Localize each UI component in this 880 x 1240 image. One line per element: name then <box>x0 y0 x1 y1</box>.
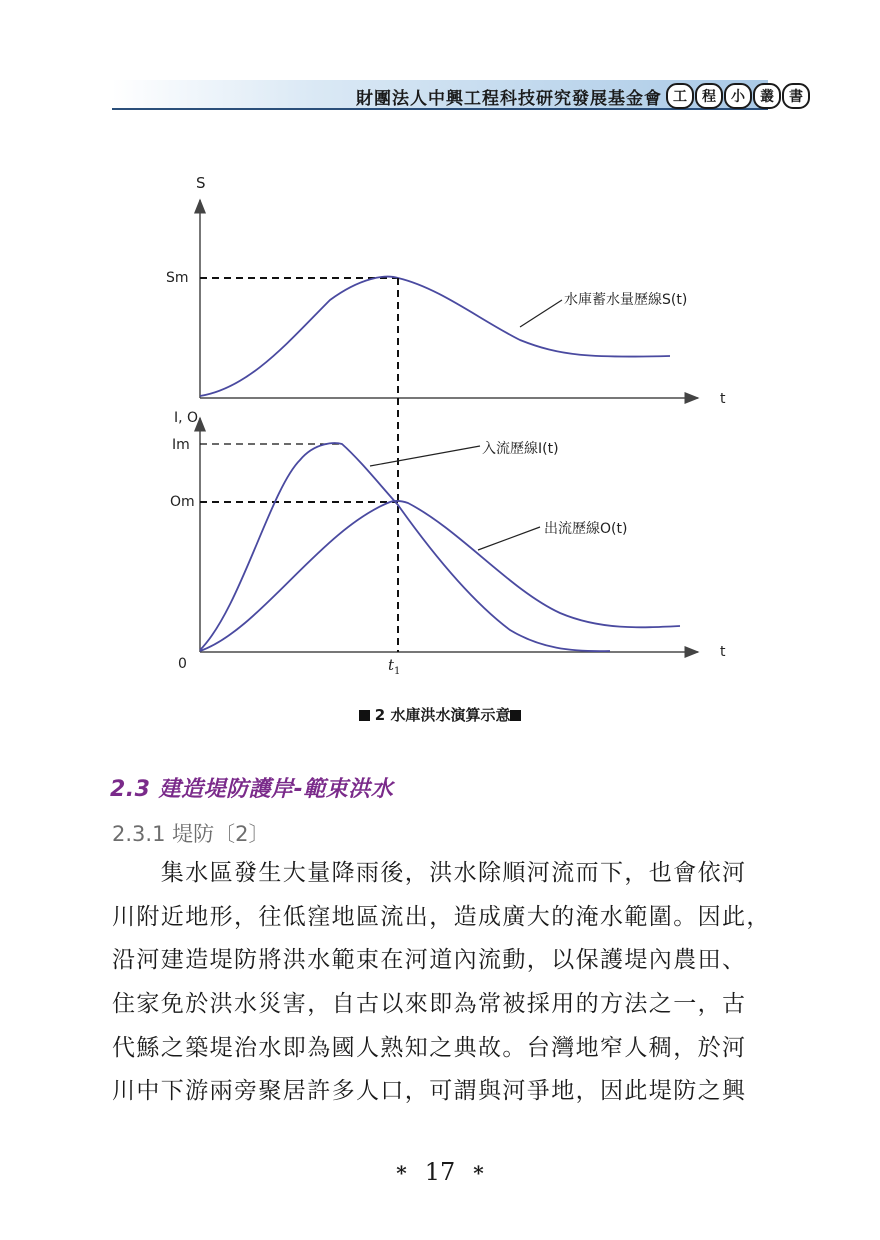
series-badge-char: 工 <box>666 83 694 109</box>
body-line: 住家免於洪水災害，自古以來即為常被採用的方法之一，古 <box>112 991 747 1018</box>
t1-label <box>388 656 400 677</box>
figure-caption <box>0 704 880 725</box>
series-badge-char: 程 <box>695 83 723 109</box>
body-line: 沿河建造堤防將洪水範束在河道內流動，以保護堤內農田、 <box>112 947 747 974</box>
inflow-curve <box>200 443 610 651</box>
series-badge <box>666 83 810 109</box>
caption-number: 2 <box>374 706 386 724</box>
body-paragraph <box>112 852 772 1114</box>
series-badge-char: 小 <box>724 83 752 109</box>
outflow-label-leader <box>478 527 540 550</box>
bottom-x-axis-label: t <box>720 644 726 660</box>
top-x-axis-label: t <box>720 391 726 407</box>
t1-label-base: t <box>388 656 395 674</box>
outflow-peak-label: Om <box>170 494 195 510</box>
caption-box-glyph <box>359 710 370 721</box>
outflow-curve-label: 出流歷線O(t) <box>544 521 628 537</box>
inflow-curve-label: 入流歷線I(t) <box>482 441 559 457</box>
storage-curve-label: 水庫蓄水量歷線S(t) <box>564 292 688 308</box>
subsection-title: 2.3.1 堤防〔2〕 <box>112 822 270 846</box>
header-org-title: 財團法人中興工程科技研究發展基金會 <box>356 89 662 109</box>
top-y-axis-label: S <box>196 174 206 192</box>
body-line: 川中下游兩旁聚居許多人口，可謂與河爭地，因此堤防之興 <box>112 1078 747 1105</box>
storage-label-leader <box>520 300 562 327</box>
inflow-peak-label: Im <box>172 437 190 453</box>
bottom-y-axis-label: I, O <box>174 410 199 426</box>
series-badge-char: 書 <box>782 83 810 109</box>
flood-routing-diagram <box>160 170 740 690</box>
body-line: 集水區發生大量降雨後，洪水除順河流而下，也會依河 <box>112 860 747 886</box>
storage-peak-label: Sm <box>166 270 189 286</box>
footer-ornament: * <box>396 1161 407 1185</box>
footer-ornament: * <box>473 1161 484 1185</box>
caption-text: 水庫洪水演算示意 <box>390 706 511 724</box>
body-line: 代鯀之築堤治水即為國人熟知之典故。台灣地窄人稠，於河 <box>112 1034 747 1061</box>
caption-box-glyph <box>510 710 521 721</box>
t1-label-subscript: 1 <box>394 666 401 677</box>
section-title: 2.3 建造堤防護岸-範束洪水 <box>110 777 394 802</box>
inflow-label-leader <box>370 446 480 466</box>
origin-label: 0 <box>178 656 187 672</box>
body-line: 川附近地形，往低窪地區流出，造成廣大的淹水範圍。因此， <box>112 903 771 930</box>
page-footer <box>0 1158 880 1186</box>
page-number: 17 <box>424 1158 456 1186</box>
series-badge-char: 叢 <box>753 83 781 109</box>
